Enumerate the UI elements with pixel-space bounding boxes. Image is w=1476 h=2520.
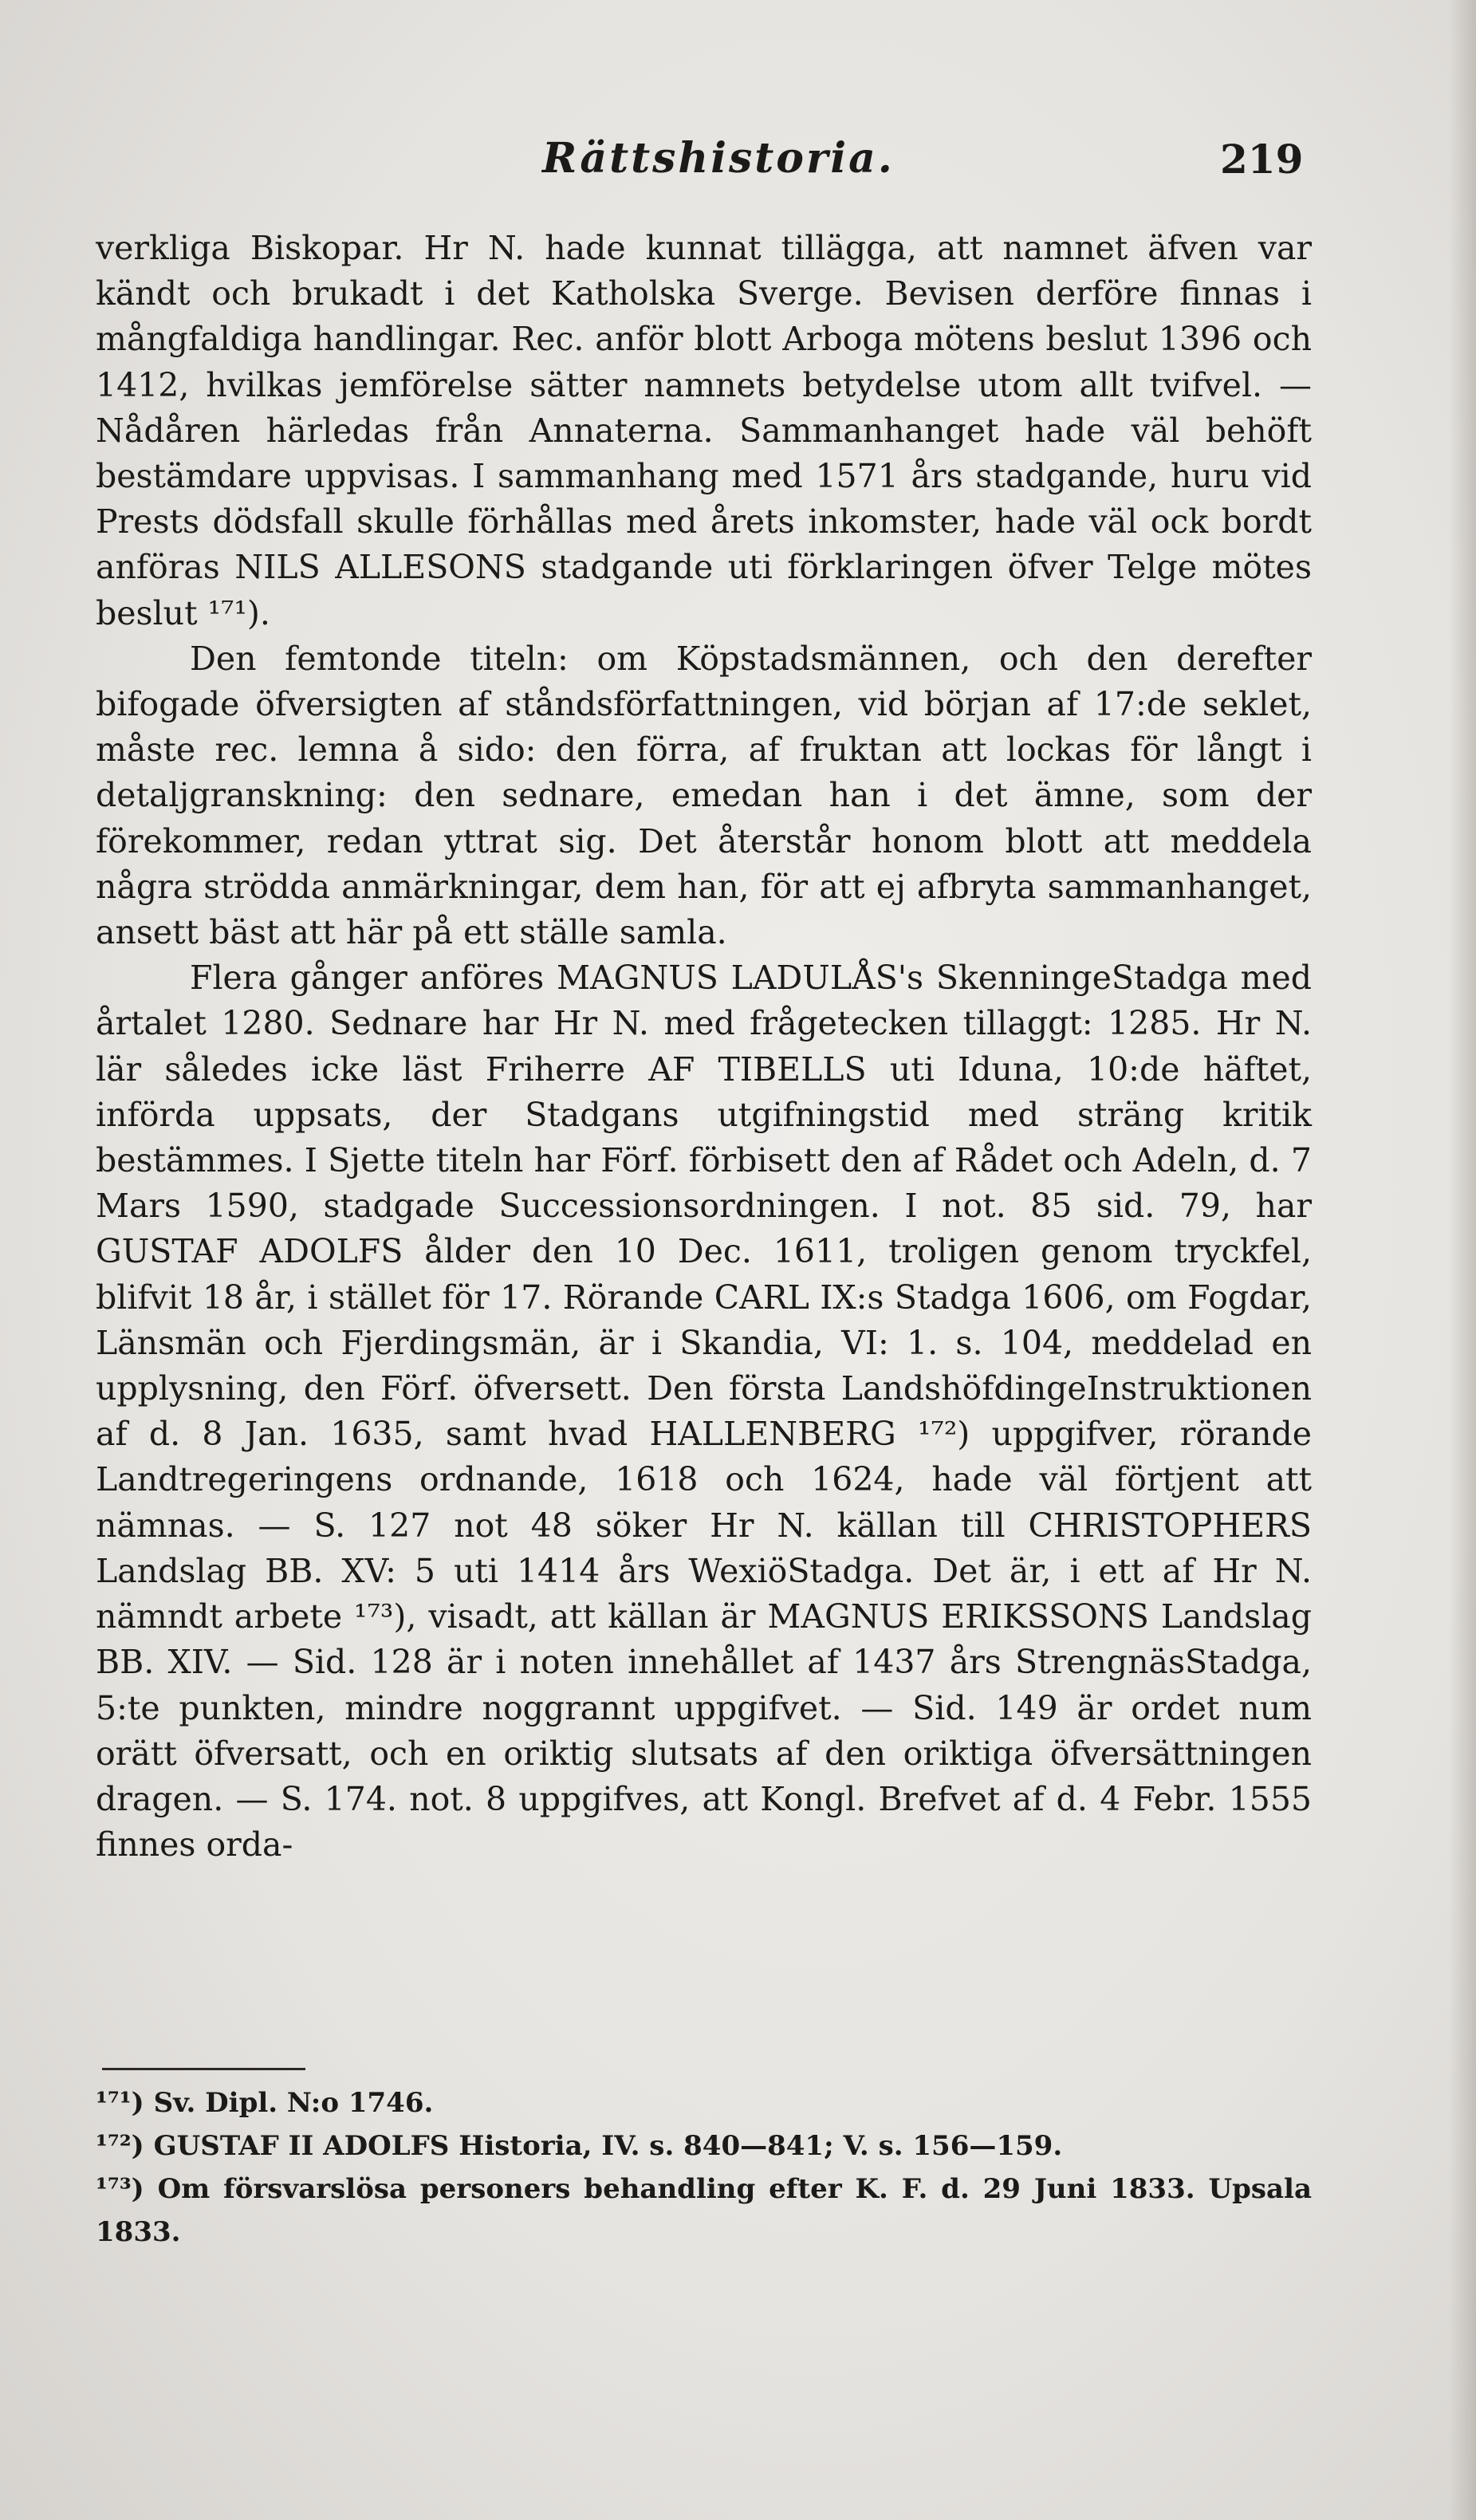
running-head [0,134,1476,190]
paragraph-2: Den femtonde titeln: om Köpstadsmännen, och den derefter bifogade öfversigten af ståndsförfattningen, vid början af 17:de seklet, måste rec. lemna å sido: den förra, af fruktan att lockas för långt i detaljgranskning: den sednare, emedan han i det ämne, som der förekommer, redan yttrat sig. Det återstår honom blott att meddela några strödda anmärkningar, dem han, för att ej afbryta sammanhanget, ansett bäst att här på ett ställe samla. [96,639,1312,952]
page-number: 219 [1220,136,1304,183]
footnotes [96,2081,1312,2254]
body-text [96,226,1312,1868]
footnote-173: ¹⁷³) Om försvarslösa personers behandling efter K. F. d. 29 Juni 1833. Upsala 1833. [96,2173,1312,2248]
footnote-172: ¹⁷²) GUSTAF II ADOLFS Historia, IV. s. 840—841; V. s. 156—159. [96,2130,1063,2162]
footnote-rule [102,2068,305,2070]
paragraph-3: Flera gånger anföres MAGNUS LADULÅS's SkenningeStadga med årtalet 1280. Sednare har Hr N. med frågetecken tillaggt: 1285. Hr N. lär således icke läst Friherre AF TIBELLS uti Iduna, 10:de häftet, införda uppsats, der Stadgans utgifningstid med sträng kritik bestämmes. I Sjette titeln har Förf. förbisett den af Rådet och Adeln, d. 7 Mars 1590, stadgade Successionsordningen. I not. 85 sid. 79, har GUSTAF ADOLFS ålder den 10 Dec. 1611, troligen genom tryckfel, blifvit 18 år, i stället för 17. Rörande CARL IX:s Stadga 1606, om Fogdar, Länsmän och Fjerdingsmän, är i Skandia, VI: 1. s. 104, meddelad en upplysning, den Förf. öfversett. Den första LandshöfdingeInstruktionen af d. 8 Jan. 1635, samt hvad HALLENBERG ¹⁷²) uppgifver, rörande Landtregeringens ordnande, 1618 och 1624, hade väl förtjent att nämnas. — S. 127 not 48 söker Hr N. källan till CHRISTOPHERS Landslag BB. XV: 5 uti 1414 års WexiöStadga. Det är, i ett af Hr N. nämndt arbete ¹⁷³), visadt, att källan är MAGNUS ERIKSSONS Landslag BB. XIV. — Sid. 128 är i noten innehållet af 1437 års StrengnäsStadga, 5:te punkten, mindre noggrannt uppgifvet. — Sid. 149 är ordet num orätt öfversatt, och en oriktig slutsats af den oriktiga öfversättningen dragen. — S. 174. not. 8 uppgifves, att Kongl. Brefvet af d. 4 Febr. 1555 finnes orda- [96,959,1312,1864]
paragraph-1: verkliga Biskopar. Hr N. hade kunnat tillägga, att namnet äfven var kändt och brukadt i det Katholska Sverge. Bevisen derföre finnas i mångfaldiga handlingar. Rec. anför blott Arboga mötens beslut 1396 och 1412, hvilkas jemförelse sätter namnets betydelse utom allt tvifvel. — Nådåren härledas från Annaterna. Sammanhanget hade väl behöft bestämdare uppvisas. I sammanhang med 1571 års stadgande, huru vid Prests dödsfall skulle förhållas med årets inkomster, hade väl ock bordt anföras NILS ALLESONS stadgande uti förklaringen öfver Telge mötes beslut ¹⁷¹). [96,229,1312,632]
running-title: Rättshistoria. [542,134,895,183]
page-edge-shadow [1449,0,1476,2520]
footnote-171: ¹⁷¹) Sv. Dipl. N:o 1746. [96,2087,434,2119]
